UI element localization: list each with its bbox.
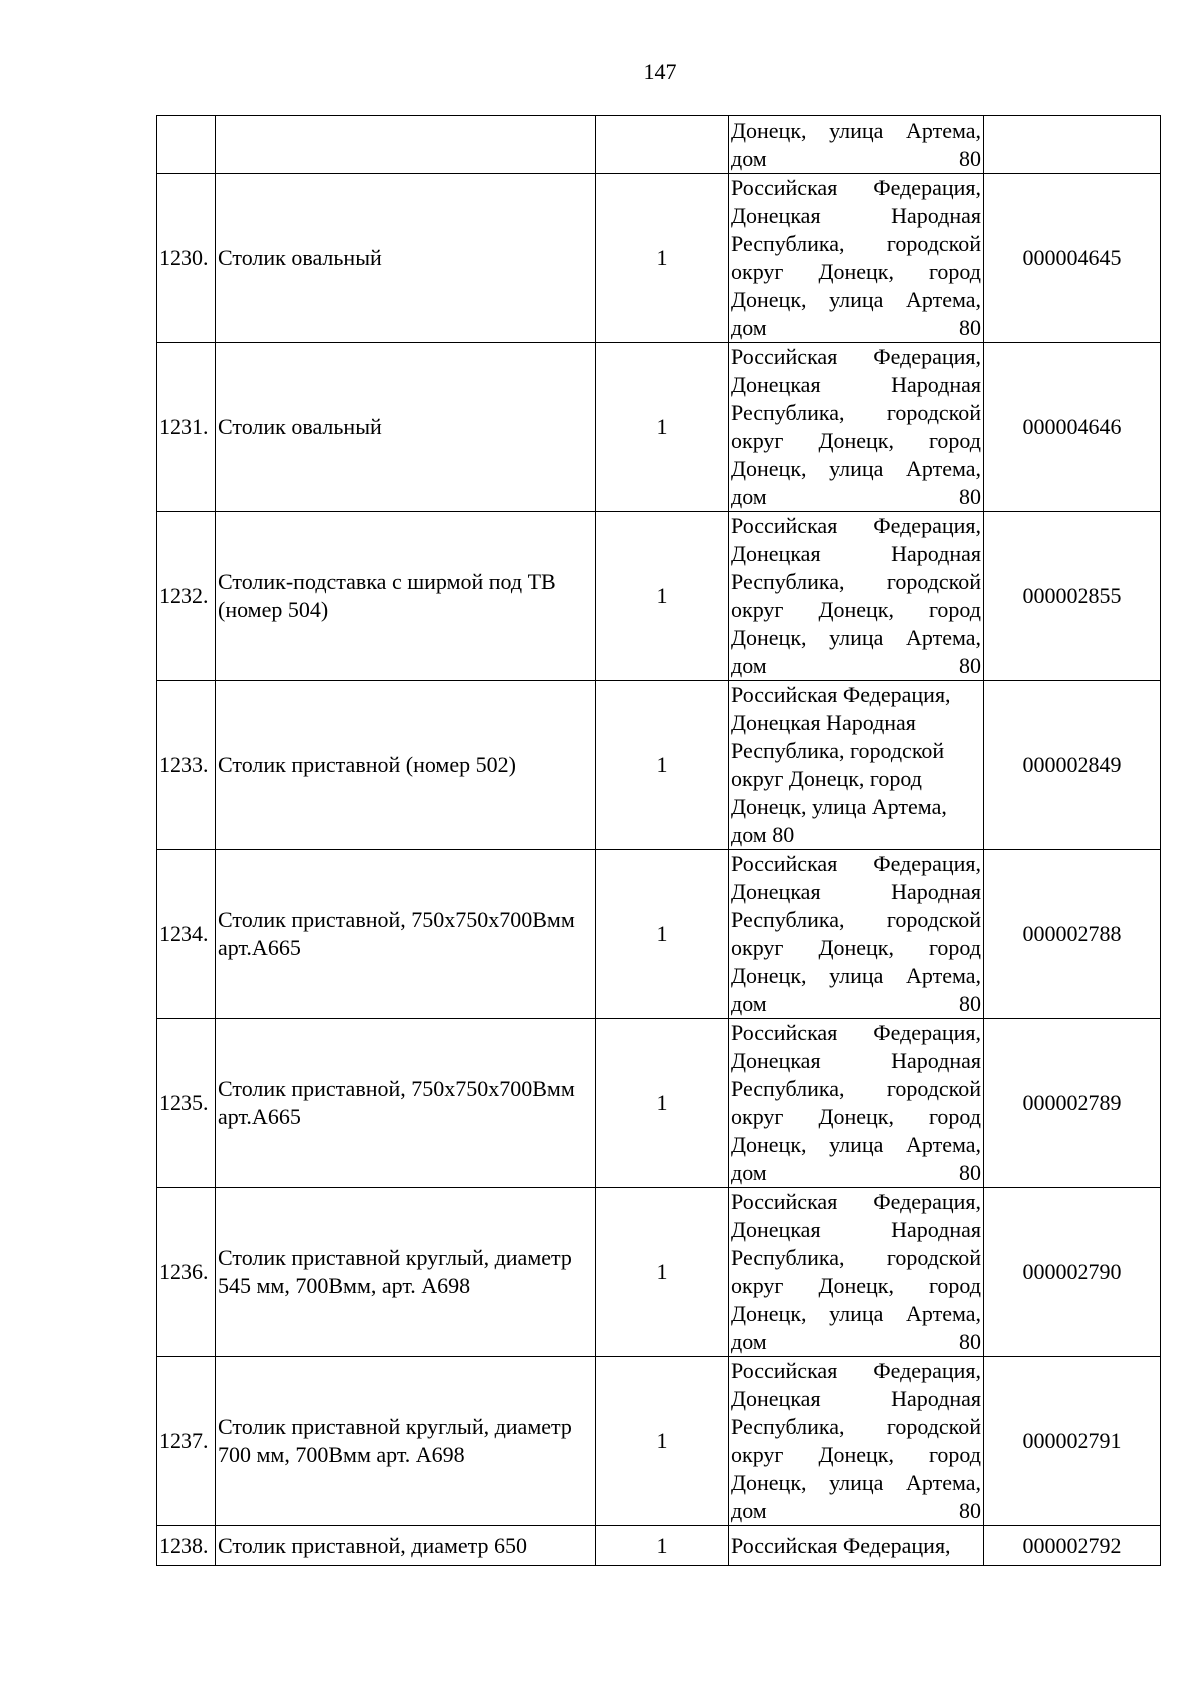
- item-address: Российская Федерация, Донецкая Народная Республика, городской округ Донецк, город Донецк, улица Артема, дом 80: [729, 1357, 984, 1526]
- item-name: Столик овальный: [216, 174, 596, 343]
- item-quantity: 1: [596, 1019, 729, 1188]
- item-name: [216, 116, 596, 174]
- table-row: [157, 1357, 1161, 1526]
- item-address: Российская Федерация, Донецкая Народная Республика, городской округ Донецк, город Донецк, улица Артема, дом 80: [729, 1019, 984, 1188]
- table-row: [157, 1019, 1161, 1188]
- inventory-code: 000002855: [984, 512, 1161, 681]
- inventory-code: 000004646: [984, 343, 1161, 512]
- row-number: 1233.: [157, 681, 216, 850]
- item-quantity: 1: [596, 850, 729, 1019]
- table-row: [157, 1188, 1161, 1357]
- item-quantity: 1: [596, 174, 729, 343]
- inventory-code: 000002790: [984, 1188, 1161, 1357]
- item-name: Столик-подставка с ширмой под ТВ (номер 504): [216, 512, 596, 681]
- item-name: Столик приставной (номер 502): [216, 681, 596, 850]
- row-number: [157, 116, 216, 174]
- inventory-code: 000002788: [984, 850, 1161, 1019]
- table-row: [157, 174, 1161, 343]
- item-name: Столик приставной, 750х750х700Вмм арт.А665: [216, 1019, 596, 1188]
- table-row: [157, 116, 1161, 174]
- table-row: [157, 681, 1161, 850]
- inventory-code: [984, 116, 1161, 174]
- item-name: Столик приставной круглый, диаметр 700 мм, 700Вмм арт. А698: [216, 1357, 596, 1526]
- item-name: Столик приставной круглый, диаметр 545 мм, 700Вмм, арт. А698: [216, 1188, 596, 1357]
- item-quantity: 1: [596, 343, 729, 512]
- item-address: Российская Федерация, Донецкая Народная Республика, городской округ Донецк, город Донецк, улица Артема, дом 80: [729, 343, 984, 512]
- item-quantity: 1: [596, 1526, 729, 1566]
- item-quantity: 1: [596, 681, 729, 850]
- table-row: [157, 512, 1161, 681]
- inventory-code: 000004645: [984, 174, 1161, 343]
- item-address: Донецк, улица Артема, дом 80: [729, 116, 984, 174]
- row-number: 1238.: [157, 1526, 216, 1566]
- item-quantity: [596, 116, 729, 174]
- item-name: Столик приставной, 750х750х700Вмм арт.А665: [216, 850, 596, 1019]
- row-number: 1234.: [157, 850, 216, 1019]
- row-number: 1230.: [157, 174, 216, 343]
- item-name: Столик овальный: [216, 343, 596, 512]
- inventory-code: 000002849: [984, 681, 1161, 850]
- row-number: 1235.: [157, 1019, 216, 1188]
- item-address: Российская Федерация, Донецкая Народная Республика, городской округ Донецк, город Донецк, улица Артема, дом 80: [729, 681, 984, 850]
- inventory-code: 000002789: [984, 1019, 1161, 1188]
- inventory-code: 000002791: [984, 1357, 1161, 1526]
- row-number: 1236.: [157, 1188, 216, 1357]
- page-number: 147: [643, 59, 677, 84]
- item-quantity: 1: [596, 512, 729, 681]
- item-name: Столик приставной, диаметр 650: [216, 1526, 596, 1566]
- table-row: [157, 343, 1161, 512]
- row-number: 1232.: [157, 512, 216, 681]
- table-row: [157, 850, 1161, 1019]
- item-quantity: 1: [596, 1188, 729, 1357]
- table-row: [157, 1526, 1161, 1566]
- row-number: 1231.: [157, 343, 216, 512]
- item-address: Российская Федерация, Донецкая Народная Республика, городской округ Донецк, город Донецк, улица Артема, дом 80: [729, 512, 984, 681]
- inventory-code: 000002792: [984, 1526, 1161, 1566]
- inventory-table: [156, 115, 1161, 1566]
- item-quantity: 1: [596, 1357, 729, 1526]
- row-number: 1237.: [157, 1357, 216, 1526]
- item-address: Российская Федерация, Донецкая Народная Республика, городской округ Донецк, город Донецк, улица Артема, дом 80: [729, 1188, 984, 1357]
- item-address: Российская Федерация,: [729, 1526, 984, 1566]
- item-address: Российская Федерация, Донецкая Народная Республика, городской округ Донецк, город Донецк, улица Артема, дом 80: [729, 174, 984, 343]
- item-address: Российская Федерация, Донецкая Народная Республика, городской округ Донецк, город Донецк, улица Артема, дом 80: [729, 850, 984, 1019]
